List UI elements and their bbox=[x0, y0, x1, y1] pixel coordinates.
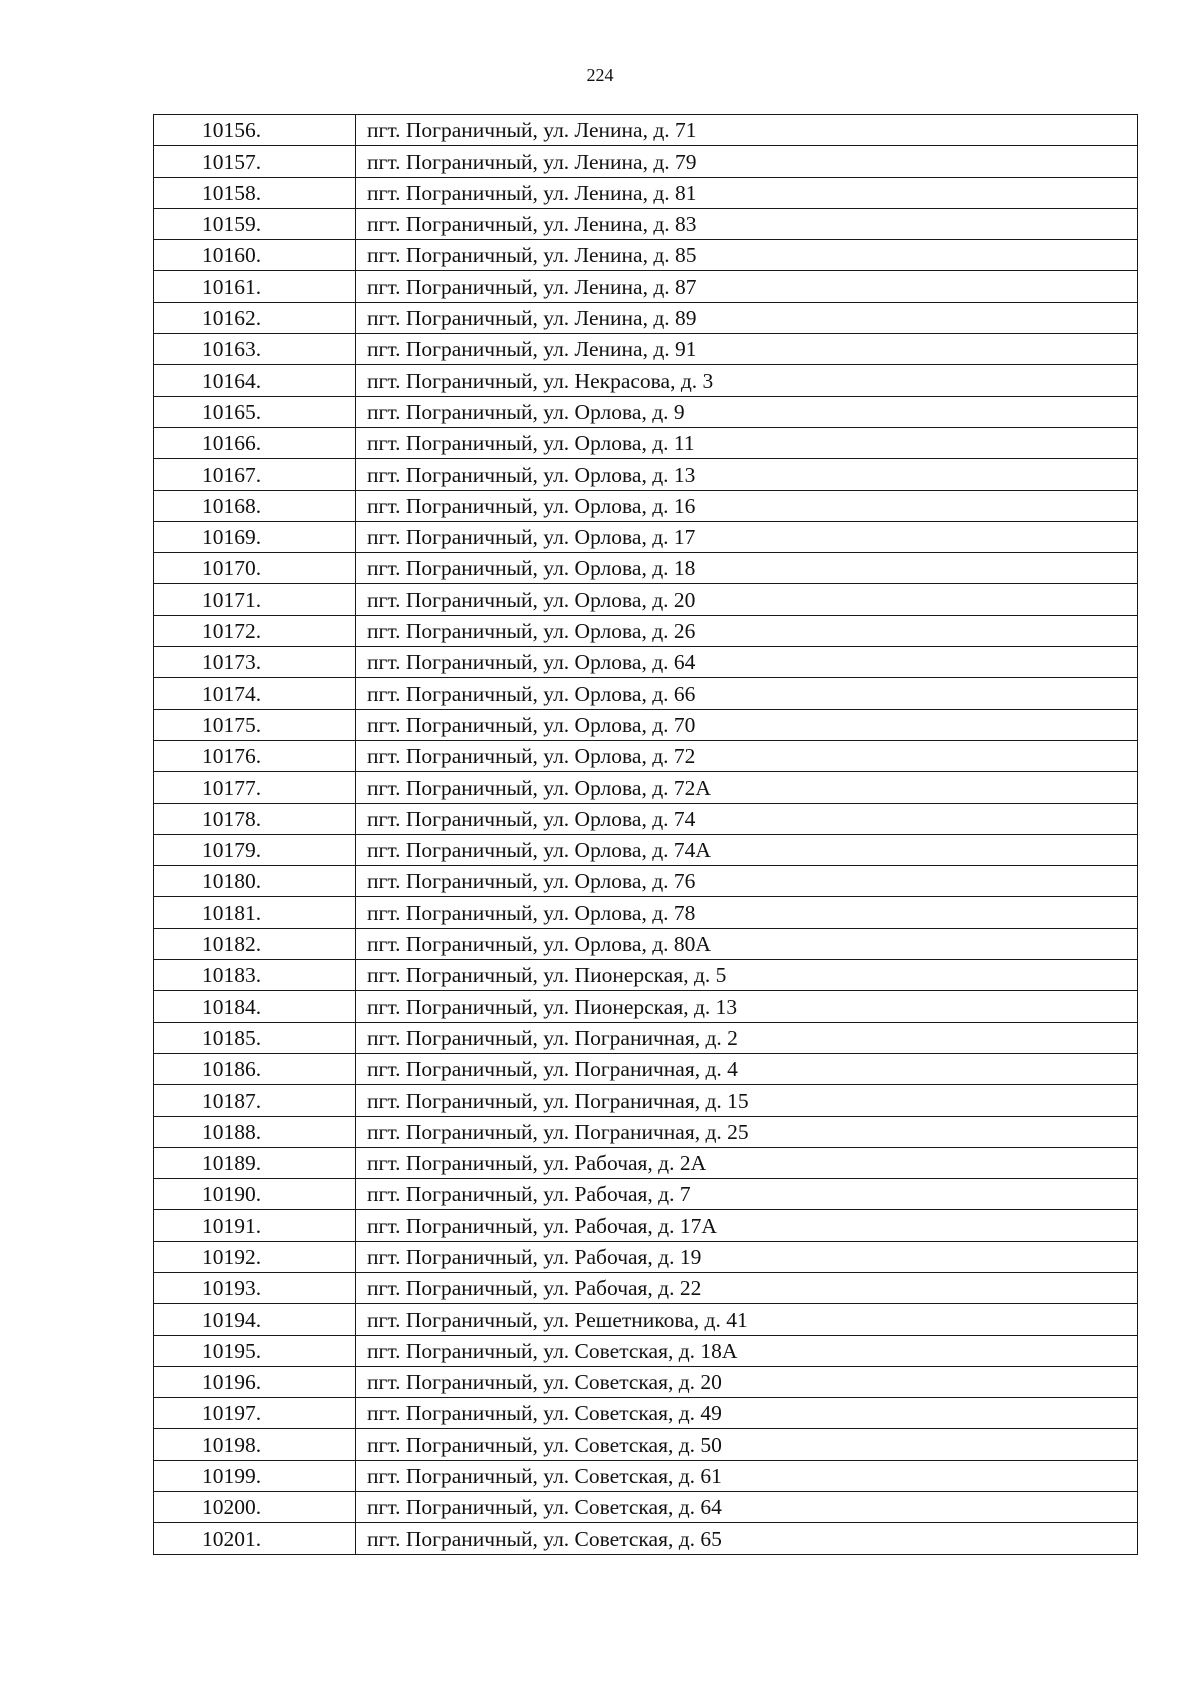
address-cell: пгт. Пограничный, ул. Рабочая, д. 17А bbox=[356, 1210, 1138, 1241]
table-row bbox=[154, 960, 1138, 991]
table-row bbox=[154, 1460, 1138, 1491]
table-row bbox=[154, 584, 1138, 615]
address-cell: пгт. Пограничный, ул. Ленина, д. 81 bbox=[356, 177, 1138, 208]
address-cell: пгт. Пограничный, ул. Орлова, д. 80А bbox=[356, 928, 1138, 959]
address-cell: пгт. Пограничный, ул. Советская, д. 18А bbox=[356, 1335, 1138, 1366]
address-cell: пгт. Пограничный, ул. Пограничная, д. 2 bbox=[356, 1022, 1138, 1053]
table-row bbox=[154, 709, 1138, 740]
address-cell: пгт. Пограничный, ул. Рабочая, д. 2А bbox=[356, 1147, 1138, 1178]
table-row bbox=[154, 1523, 1138, 1554]
row-number-cell: 10172. bbox=[154, 615, 356, 646]
address-table bbox=[153, 114, 1138, 1555]
row-number-cell: 10196. bbox=[154, 1366, 356, 1397]
address-cell: пгт. Пограничный, ул. Орлова, д. 11 bbox=[356, 427, 1138, 458]
row-number-cell: 10174. bbox=[154, 678, 356, 709]
row-number-cell: 10160. bbox=[154, 240, 356, 271]
address-cell: пгт. Пограничный, ул. Рабочая, д. 7 bbox=[356, 1179, 1138, 1210]
row-number-cell: 10178. bbox=[154, 803, 356, 834]
table-row bbox=[154, 146, 1138, 177]
address-cell: пгт. Пограничный, ул. Орлова, д. 17 bbox=[356, 521, 1138, 552]
address-cell: пгт. Пограничный, ул. Рабочая, д. 19 bbox=[356, 1241, 1138, 1272]
table-row bbox=[154, 1272, 1138, 1303]
table-row bbox=[154, 1398, 1138, 1429]
address-cell: пгт. Пограничный, ул. Орлова, д. 76 bbox=[356, 866, 1138, 897]
table-row bbox=[154, 928, 1138, 959]
address-cell: пгт. Пограничный, ул. Решетникова, д. 41 bbox=[356, 1304, 1138, 1335]
table-row bbox=[154, 615, 1138, 646]
table-row bbox=[154, 1116, 1138, 1147]
table-body bbox=[154, 115, 1138, 1555]
row-number-cell: 10169. bbox=[154, 521, 356, 552]
row-number-cell: 10157. bbox=[154, 146, 356, 177]
address-cell: пгт. Пограничный, ул. Некрасова, д. 3 bbox=[356, 365, 1138, 396]
table-row bbox=[154, 1179, 1138, 1210]
row-number-cell: 10175. bbox=[154, 709, 356, 740]
row-number-cell: 10193. bbox=[154, 1272, 356, 1303]
table-row bbox=[154, 396, 1138, 427]
row-number-cell: 10167. bbox=[154, 459, 356, 490]
table-row bbox=[154, 678, 1138, 709]
row-number-cell: 10168. bbox=[154, 490, 356, 521]
row-number-cell: 10187. bbox=[154, 1085, 356, 1116]
row-number-cell: 10173. bbox=[154, 647, 356, 678]
row-number-cell: 10182. bbox=[154, 928, 356, 959]
table-row bbox=[154, 1492, 1138, 1523]
row-number-cell: 10181. bbox=[154, 897, 356, 928]
table-row bbox=[154, 866, 1138, 897]
address-cell: пгт. Пограничный, ул. Советская, д. 64 bbox=[356, 1492, 1138, 1523]
row-number-cell: 10180. bbox=[154, 866, 356, 897]
table-row bbox=[154, 334, 1138, 365]
address-cell: пгт. Пограничный, ул. Орлова, д. 64 bbox=[356, 647, 1138, 678]
row-number-cell: 10189. bbox=[154, 1147, 356, 1178]
table-row bbox=[154, 803, 1138, 834]
address-cell: пгт. Пограничный, ул. Советская, д. 50 bbox=[356, 1429, 1138, 1460]
row-number-cell: 10163. bbox=[154, 334, 356, 365]
row-number-cell: 10177. bbox=[154, 772, 356, 803]
table-row bbox=[154, 991, 1138, 1022]
table-row bbox=[154, 1022, 1138, 1053]
row-number-cell: 10176. bbox=[154, 740, 356, 771]
address-cell: пгт. Пограничный, ул. Орлова, д. 70 bbox=[356, 709, 1138, 740]
row-number-cell: 10198. bbox=[154, 1429, 356, 1460]
address-cell: пгт. Пограничный, ул. Орлова, д. 16 bbox=[356, 490, 1138, 521]
address-cell: пгт. Пограничный, ул. Ленина, д. 85 bbox=[356, 240, 1138, 271]
table-row bbox=[154, 1241, 1138, 1272]
table-row bbox=[154, 302, 1138, 333]
row-number-cell: 10179. bbox=[154, 834, 356, 865]
address-cell: пгт. Пограничный, ул. Орлова, д. 72А bbox=[356, 772, 1138, 803]
row-number-cell: 10185. bbox=[154, 1022, 356, 1053]
address-cell: пгт. Пограничный, ул. Орлова, д. 13 bbox=[356, 459, 1138, 490]
address-cell: пгт. Пограничный, ул. Пограничная, д. 15 bbox=[356, 1085, 1138, 1116]
table-row bbox=[154, 490, 1138, 521]
table-row bbox=[154, 1053, 1138, 1084]
row-number-cell: 10201. bbox=[154, 1523, 356, 1554]
row-number-cell: 10170. bbox=[154, 553, 356, 584]
table-row bbox=[154, 740, 1138, 771]
table-row bbox=[154, 553, 1138, 584]
address-cell: пгт. Пограничный, ул. Орлова, д. 26 bbox=[356, 615, 1138, 646]
table-row bbox=[154, 772, 1138, 803]
table-row bbox=[154, 1085, 1138, 1116]
row-number-cell: 10162. bbox=[154, 302, 356, 333]
table-row bbox=[154, 208, 1138, 239]
address-cell: пгт. Пограничный, ул. Ленина, д. 79 bbox=[356, 146, 1138, 177]
row-number-cell: 10161. bbox=[154, 271, 356, 302]
address-cell: пгт. Пограничный, ул. Орлова, д. 9 bbox=[356, 396, 1138, 427]
address-cell: пгт. Пограничный, ул. Орлова, д. 78 bbox=[356, 897, 1138, 928]
row-number-cell: 10184. bbox=[154, 991, 356, 1022]
table-row bbox=[154, 115, 1138, 146]
row-number-cell: 10199. bbox=[154, 1460, 356, 1491]
table-row bbox=[154, 647, 1138, 678]
row-number-cell: 10200. bbox=[154, 1492, 356, 1523]
row-number-cell: 10195. bbox=[154, 1335, 356, 1366]
table-row bbox=[154, 1366, 1138, 1397]
row-number-cell: 10197. bbox=[154, 1398, 356, 1429]
address-cell: пгт. Пограничный, ул. Рабочая, д. 22 bbox=[356, 1272, 1138, 1303]
row-number-cell: 10188. bbox=[154, 1116, 356, 1147]
row-number-cell: 10171. bbox=[154, 584, 356, 615]
address-cell: пгт. Пограничный, ул. Пионерская, д. 5 bbox=[356, 960, 1138, 991]
row-number-cell: 10156. bbox=[154, 115, 356, 146]
table-row bbox=[154, 177, 1138, 208]
address-cell: пгт. Пограничный, ул. Орлова, д. 72 bbox=[356, 740, 1138, 771]
address-cell: пгт. Пограничный, ул. Советская, д. 20 bbox=[356, 1366, 1138, 1397]
row-number-cell: 10190. bbox=[154, 1179, 356, 1210]
address-cell: пгт. Пограничный, ул. Пионерская, д. 13 bbox=[356, 991, 1138, 1022]
row-number-cell: 10191. bbox=[154, 1210, 356, 1241]
table-row bbox=[154, 1210, 1138, 1241]
address-cell: пгт. Пограничный, ул. Советская, д. 49 bbox=[356, 1398, 1138, 1429]
table-row bbox=[154, 834, 1138, 865]
address-cell: пгт. Пограничный, ул. Ленина, д. 83 bbox=[356, 208, 1138, 239]
row-number-cell: 10159. bbox=[154, 208, 356, 239]
address-cell: пгт. Пограничный, ул. Ленина, д. 71 bbox=[356, 115, 1138, 146]
table-row bbox=[154, 521, 1138, 552]
row-number-cell: 10186. bbox=[154, 1053, 356, 1084]
row-number-cell: 10192. bbox=[154, 1241, 356, 1272]
table-row bbox=[154, 1429, 1138, 1460]
address-cell: пгт. Пограничный, ул. Орлова, д. 66 bbox=[356, 678, 1138, 709]
address-cell: пгт. Пограничный, ул. Ленина, д. 91 bbox=[356, 334, 1138, 365]
table-row bbox=[154, 897, 1138, 928]
row-number-cell: 10183. bbox=[154, 960, 356, 991]
table-row bbox=[154, 459, 1138, 490]
row-number-cell: 10165. bbox=[154, 396, 356, 427]
address-cell: пгт. Пограничный, ул. Орлова, д. 20 bbox=[356, 584, 1138, 615]
address-cell: пгт. Пограничный, ул. Орлова, д. 74 bbox=[356, 803, 1138, 834]
address-cell: пгт. Пограничный, ул. Орлова, д. 18 bbox=[356, 553, 1138, 584]
table-row bbox=[154, 271, 1138, 302]
row-number-cell: 10158. bbox=[154, 177, 356, 208]
address-cell: пгт. Пограничный, ул. Советская, д. 61 bbox=[356, 1460, 1138, 1491]
table-row bbox=[154, 1147, 1138, 1178]
row-number-cell: 10194. bbox=[154, 1304, 356, 1335]
row-number-cell: 10166. bbox=[154, 427, 356, 458]
address-cell: пгт. Пограничный, ул. Ленина, д. 89 bbox=[356, 302, 1138, 333]
table-row bbox=[154, 365, 1138, 396]
table-row bbox=[154, 1335, 1138, 1366]
table-row bbox=[154, 240, 1138, 271]
row-number-cell: 10164. bbox=[154, 365, 356, 396]
address-cell: пгт. Пограничный, ул. Ленина, д. 87 bbox=[356, 271, 1138, 302]
address-cell: пгт. Пограничный, ул. Советская, д. 65 bbox=[356, 1523, 1138, 1554]
table-row bbox=[154, 427, 1138, 458]
page-number: 224 bbox=[586, 65, 614, 85]
address-cell: пгт. Пограничный, ул. Орлова, д. 74А bbox=[356, 834, 1138, 865]
address-cell: пгт. Пограничный, ул. Пограничная, д. 4 bbox=[356, 1053, 1138, 1084]
table-row bbox=[154, 1304, 1138, 1335]
address-cell: пгт. Пограничный, ул. Пограничная, д. 25 bbox=[356, 1116, 1138, 1147]
